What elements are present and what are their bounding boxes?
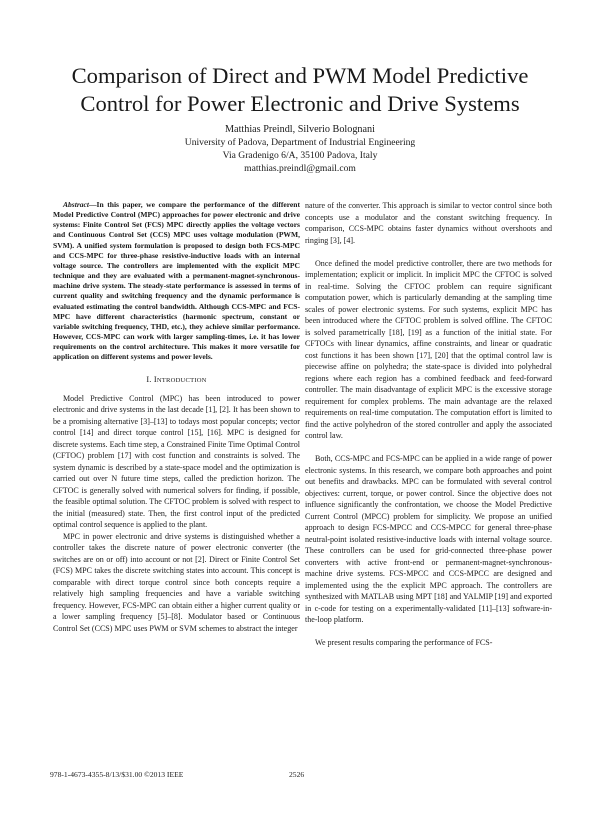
author-block [100,123,500,175]
section-heading-introduction [53,374,300,387]
abstract-label: Abstract [63,200,89,209]
right-paragraph-2: Once defined the model predictive controller, there are two methods for implementation; explicit or implicit. In implicit MPC the CFTOC is solved in real-time. Solving the CFTOC problem can require significant computation power, which is particularly demanding at the sampling time scales of power electronic systems. For such systems, explicit MPC has been introduced where the CFTOC problem is solved offline. The CFTOC is solved parametrically [18], [19] as a function of the initial state. For CFTOCs with linear dynamics, affine constraints, and linear or quadratic cost functions it has been shown [17], [20] that the optimal control law is piecewise affine on polyhedra; the state-space is divided into polyhedral regions where each region has a combined feedback and feed-forward controller. The main disadvantage of explicit MPC is the excessive storage requirement for complex problems. The main advantage are the relaxed requirements on real-time computation. The computation effort is limited to find the active polyhedron of the stored controller and apply the associated control law. [305,258,552,441]
right-paragraph-4: We present results comparing the performance of FCS- [315,638,493,648]
title-line-2: Control for Power Electronic and Drive Systems [80,91,520,116]
left-column [53,200,300,634]
section-first-letter: I [153,375,157,385]
abstract [53,200,300,363]
right-column [305,200,552,649]
intro-paragraph-1: Model Predictive Control (MPC) has been introduced to power electronic and drive systems in the last decade [1], [2]. It has been shown to be a promising alternative [3]–[13] to todays most popular concepts; vector control [14] and direct torque control [15], [16]. MPC is designed for discrete systems. Each time step, a Constrained Finite Time Optimal Control (CFTOC) problem [17] with cost function and constraints is solved. The system dynamic is described by a state-space model and the optimization is carried out over N future time steps, called the prediction horizon. The CFTOC is generally solved with numerical solvers for finding, if possible, the feasible optimal solution. The CFTOC problem is solved with respect to the initial (measured) state. Then, the first control input of the predicted optimal control sequence is applied to the plant. [53,393,300,530]
section-numeral: I. [146,375,152,385]
section-title-rest: NTRODUCTION [156,377,207,385]
right-paragraph-1: nature of the converter. This approach is similar to vector control since both concepts use a modulator and the constant switching frequency. In comparison, CCS-MPC obtains faster dynamics without overshoots and ringing [3], [4]. [305,201,552,245]
paper-title [40,62,560,118]
author-affiliation: University of Padova, Department of Industrial Engineering [184,137,416,148]
author-email: matthias.preindl@gmail.com [244,163,356,174]
author-address: Via Gradenigo 6/A, 35100 Padova, Italy [222,150,378,161]
title-line-1: Comparison of Direct and PWM Model Predictive [71,63,529,88]
intro-paragraph-2: MPC in power electronic and drive systems is distinguished whether a controller takes the discrete nature of power electronic converter (the switches are on or off) into account or not [2]. Direct or Finite Control Set (FCS) MPC takes the discrete switching states into account. This concept is comparable with direct torque control since both concepts require a relatively high sampling frequencies and have a variable switching frequency. However, FCS-MPC can obtain either a higher current quality or a lower sampling frequency [5]–[8]. Modulator based or Continuous Control Set (CCS) MPC uses PWM or SVM schemes to abstract the integer [53,531,300,633]
page-number: 2526 [289,770,305,779]
author-names: Matthias Preindl, Silverio Bolognani [225,124,375,135]
footer-isbn: 978-1-4673-4355-8/13/$31.00 ©2013 IEEE [50,770,184,779]
right-paragraph-3: Both, CCS-MPC and FCS-MPC can be applied in a wide range of power electronic systems. In this research, we compare both approaches and point out benefits and drawbacks. MPC can be formulated with several control objectives: current, torque, or power control. Since the objective does not influence significantly the confrontation, we choose the Model Predictive Current Control (MPCC) problem for simplicity. We propose an unified approach to design FCS-MPCC and CCS-MPCC for general three-phase neutral-point isolated resistive-inductive loads with internal voltage source. These controllers can be used for grid-connected three-phase power converters with active front-end or permanent-magnet-synchronous-machine drive systems. FCS-MPCC and CCS-MPCC are designed and implemented using the the explicit MPC approach. The controllers are synthesized with MATLAB using MPT [18] and YALMIP [19] and exported in c-code for testing on a experimentally-validated [11]–[13] software-in-the-loop platform. [305,454,552,625]
abstract-text: —In this paper, we compare the performance of the different Model Predictive Control (MPC) approaches for power electronic and drive systems: Finite Control Set (FCS) MPC directly applies the voltage vectors and Continuous Control Set (CCS) MPC uses voltage modulation (PWM, SVM). A unified system formulation is proposed to design both FCS-MPC and CCS-MPC for three-phase resistive-inductive loads with an internal voltage source. The controllers are implemented with the explicit MPC technique and they are evaluated with a permanent-magnet-synchronous-machine drive system. The steady-state performance is assessed in terms of current quality and switching frequency and the dynamic performance is evaluated estimating the control bandwidth. Although CCS-MPC and FCS-MPC have different characteristics (harmonic spectrum, constant or variable switching frequency, THD, etc.), they achieve similar performance. However, CCS-MPC can work with larger sampling-times, i.e. it has lower requirements on the control architecture. This makes it more versatile for application on different systems and power levels. [53,200,300,362]
